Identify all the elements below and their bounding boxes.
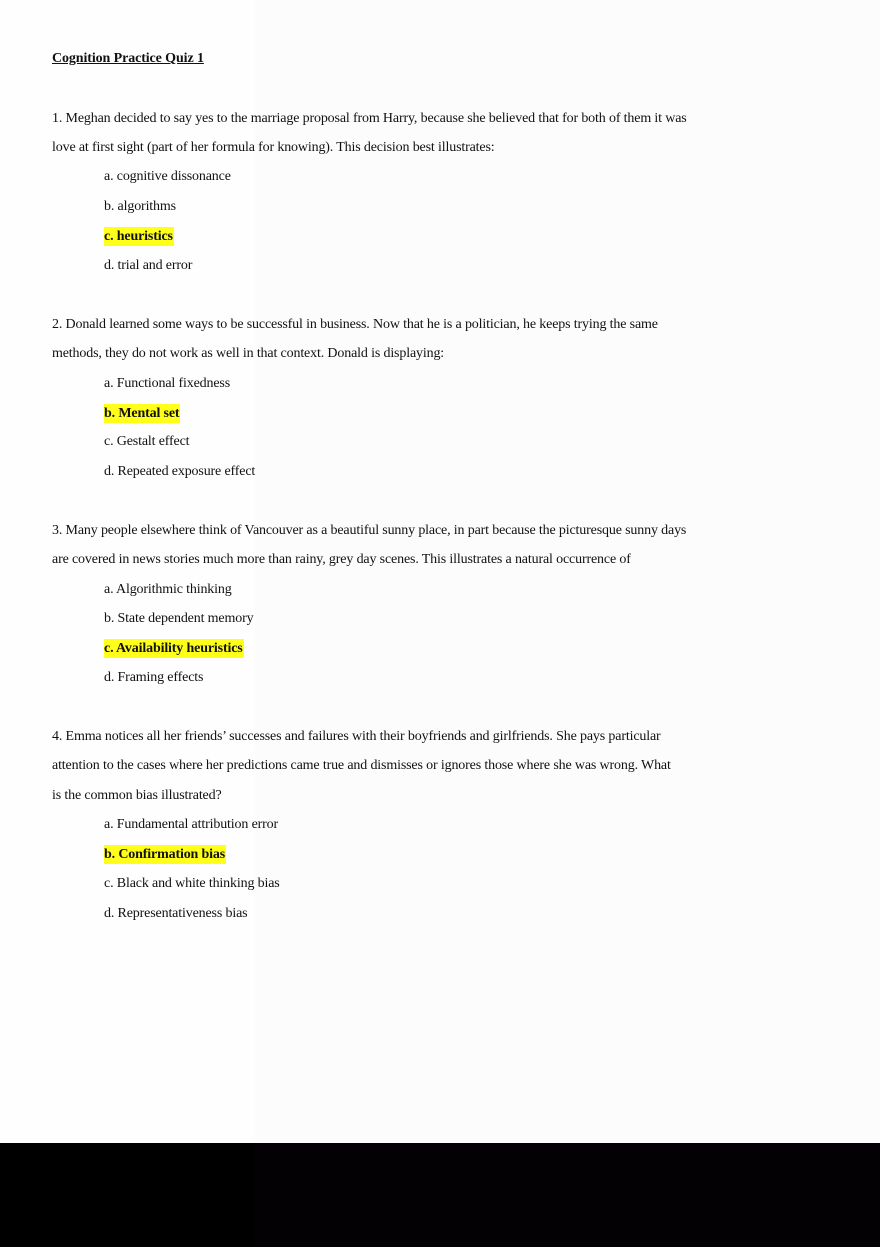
answer-option: a. Fundamental attribution error xyxy=(104,817,279,832)
answer-option-correct: c. Availability heuristics xyxy=(104,641,243,656)
question-text-line: is the common bias illustrated? xyxy=(52,788,222,803)
question-text-line: methods, they do not work as well in that context. Donald is displaying: xyxy=(52,346,445,361)
document-title: Cognition Practice Quiz 1 xyxy=(52,51,204,66)
page-background-tint xyxy=(255,0,880,1143)
answer-option-correct: b. Mental set xyxy=(104,406,180,421)
question-text-line: love at first sight (part of her formula for knowing). This decision best illustrates: xyxy=(52,140,495,155)
question-text-line: 1. Meghan decided to say yes to the marriage proposal from Harry, because she believed that for both of them it was xyxy=(52,111,687,126)
answer-option: d. Representativeness bias xyxy=(104,906,248,921)
question-text-line: 3. Many people elsewhere think of Vancouver as a beautiful sunny place, in part because the picturesque sunny days xyxy=(52,523,687,538)
answer-option: c. Black and white thinking bias xyxy=(104,876,280,891)
question-text-line: attention to the cases where her predictions came true and dismisses or ignores those where she was wrong. What xyxy=(52,758,671,773)
bottom-black-bar-left xyxy=(0,1143,255,1247)
question-text-line: are covered in news stories much more than rainy, grey day scenes. This illustrates a natural occurrence of xyxy=(52,552,631,567)
answer-option-correct: c. heuristics xyxy=(104,229,173,244)
bottom-black-bar xyxy=(0,1143,880,1247)
answer-option: b. State dependent memory xyxy=(104,611,254,626)
answer-option: a. cognitive dissonance xyxy=(104,169,231,184)
answer-option: d. Repeated exposure effect xyxy=(104,464,256,479)
answer-option: a. Algorithmic thinking xyxy=(104,582,232,597)
question-text-line: 4. Emma notices all her friends’ successes and failures with their boyfriends and girlfriends. She pays particular xyxy=(52,729,661,744)
answer-option-correct: b. Confirmation bias xyxy=(104,847,226,862)
answer-option: a. Functional fixedness xyxy=(104,376,231,391)
question-text-line: 2. Donald learned some ways to be successful in business. Now that he is a politician, he keeps trying the same xyxy=(52,317,658,332)
answer-option: b. algorithms xyxy=(104,199,176,214)
answer-option: c. Gestalt effect xyxy=(104,434,190,449)
answer-option: d. trial and error xyxy=(104,258,193,273)
answer-option: d. Framing effects xyxy=(104,670,204,685)
